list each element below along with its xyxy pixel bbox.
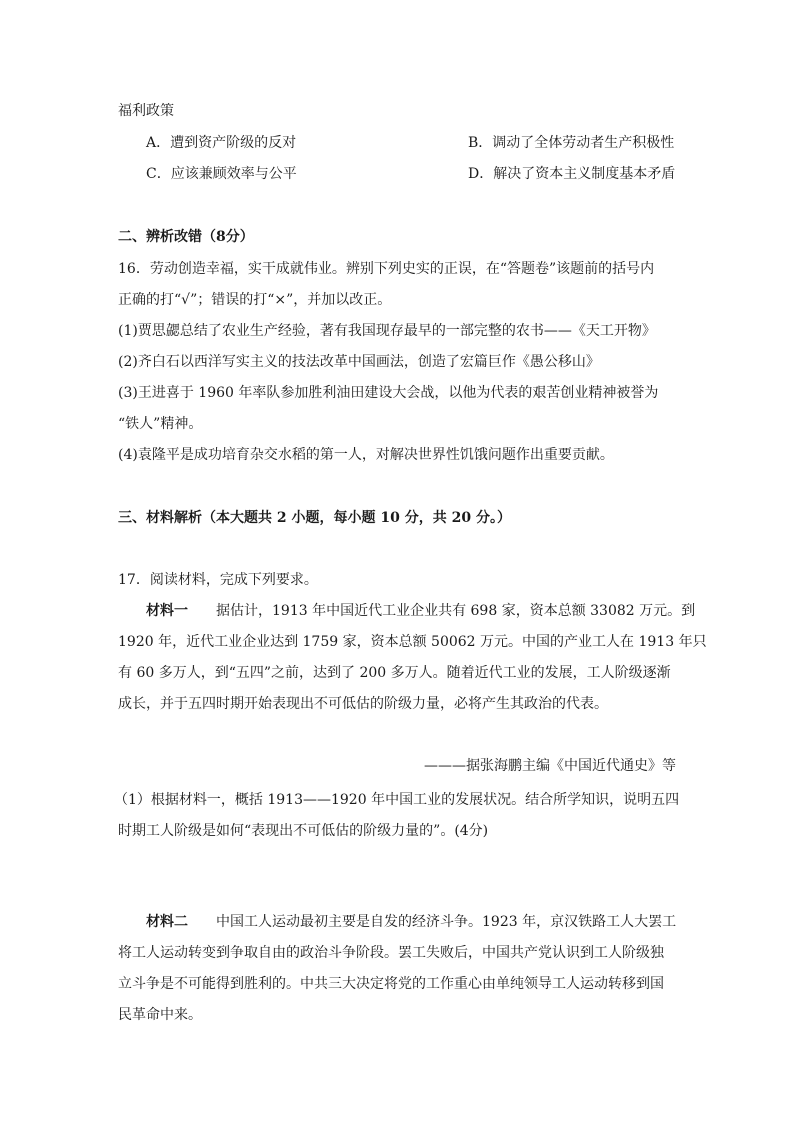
q16-item3-cont: “铁人”精神。 [118, 416, 203, 432]
q16-item4: (4)袁隆平是成功培育杂交水稻的第一人，对解决世界性饥饿问题作出重要贡献。 [118, 447, 614, 463]
material2-label: 材料二 [146, 914, 188, 930]
option-text: 解决了资本主义制度基本矛盾 [493, 166, 676, 182]
material2-line3: 立斗争是不可能得到胜利的。中共三大决定将党的工作重心由单纯领导工人运动转移到国 [118, 976, 664, 992]
option-key: D． [468, 166, 494, 182]
section3-heading: 三、材料解析（本大题共 2 小题，每小题 10 分，共 20 分。） [118, 510, 511, 526]
q15-stem-tail: 福利政策 [118, 103, 174, 119]
material2-line1 [146, 912, 676, 932]
material1-line1 [146, 601, 695, 621]
sub-question1-line1: （1）根据材料一，概括 1913——1920 年中国工业的发展状况。结合所学知识，说明五四 [114, 792, 680, 808]
section2-heading: 二、辨析改错（8分） [118, 229, 254, 245]
material1-source: ———据张海鹏主编《中国近代通史》等 [424, 758, 676, 774]
option-c [146, 164, 297, 184]
q16-item2: (2)齐白石以西洋写实主义的技法改革中国画法，创造了宏篇巨作《愚公移山》 [118, 354, 600, 370]
option-text: 应该兼顾效率与公平 [170, 166, 297, 182]
option-text: 调动了全体劳动者生产积极性 [492, 135, 675, 151]
q16-line2: 正确的打“√”；错误的打“×”，并加以改正。 [118, 292, 392, 308]
option-text: 遭到资产阶级的反对 [170, 135, 297, 151]
material2-line4: 民革命中来。 [118, 1007, 202, 1023]
option-key: A． [146, 135, 171, 151]
option-key: B． [468, 135, 493, 151]
option-b [468, 133, 674, 153]
material2-text: 中国工人运动最初主要是自发的经济斗争。1923 年，京汉铁路工人大罢工 [216, 914, 677, 930]
material1-line3: 有 60 多万人，到“五四”之前，达到了 200 多万人。随着近代工业的发展，工人阶级逐渐 [118, 665, 671, 681]
q16-item1: (1)贾思勰总结了农业生产经验，著有我国现存最早的一部完整的农书——《天工开物》 [118, 323, 656, 339]
option-a [146, 133, 296, 153]
material1-line2: 1920 年，近代工业企业达到 1759 家，资本总额 50062 万元。中国的产业工人在 1913 年只 [118, 634, 707, 650]
material1-line4: 成长，并于五四时期开始表现出不可低估的阶级力量，必将产生其政治的代表。 [118, 696, 608, 712]
option-d [468, 164, 675, 184]
q16-line1: 16．劳动创造幸福，实干成就伟业。辨别下列史实的正误，在“答题卷”该题前的括号内 [118, 261, 655, 277]
material2-line2: 将工人运动转变到争取自由的政治斗争阶段。罢工失败后，中国共产党认识到工人阶级独 [118, 945, 664, 961]
material1-label: 材料一 [146, 603, 188, 619]
q16-item3: (3)王进喜于 1960 年率队参加胜利油田建设大会战，以他为代表的艰苦创业精神被誉为 [118, 385, 659, 401]
material1-text: 据估计，1913 年中国近代工业企业共有 698 家，资本总额 33082 万元。到 [216, 603, 696, 619]
option-key: C． [146, 166, 171, 182]
sub-question1-line2: 时期工人阶级是如何“表现出不可低估的阶级力量的”。(4分) [118, 823, 489, 839]
q17-intro: 17．阅读材料，完成下列要求。 [118, 572, 318, 588]
